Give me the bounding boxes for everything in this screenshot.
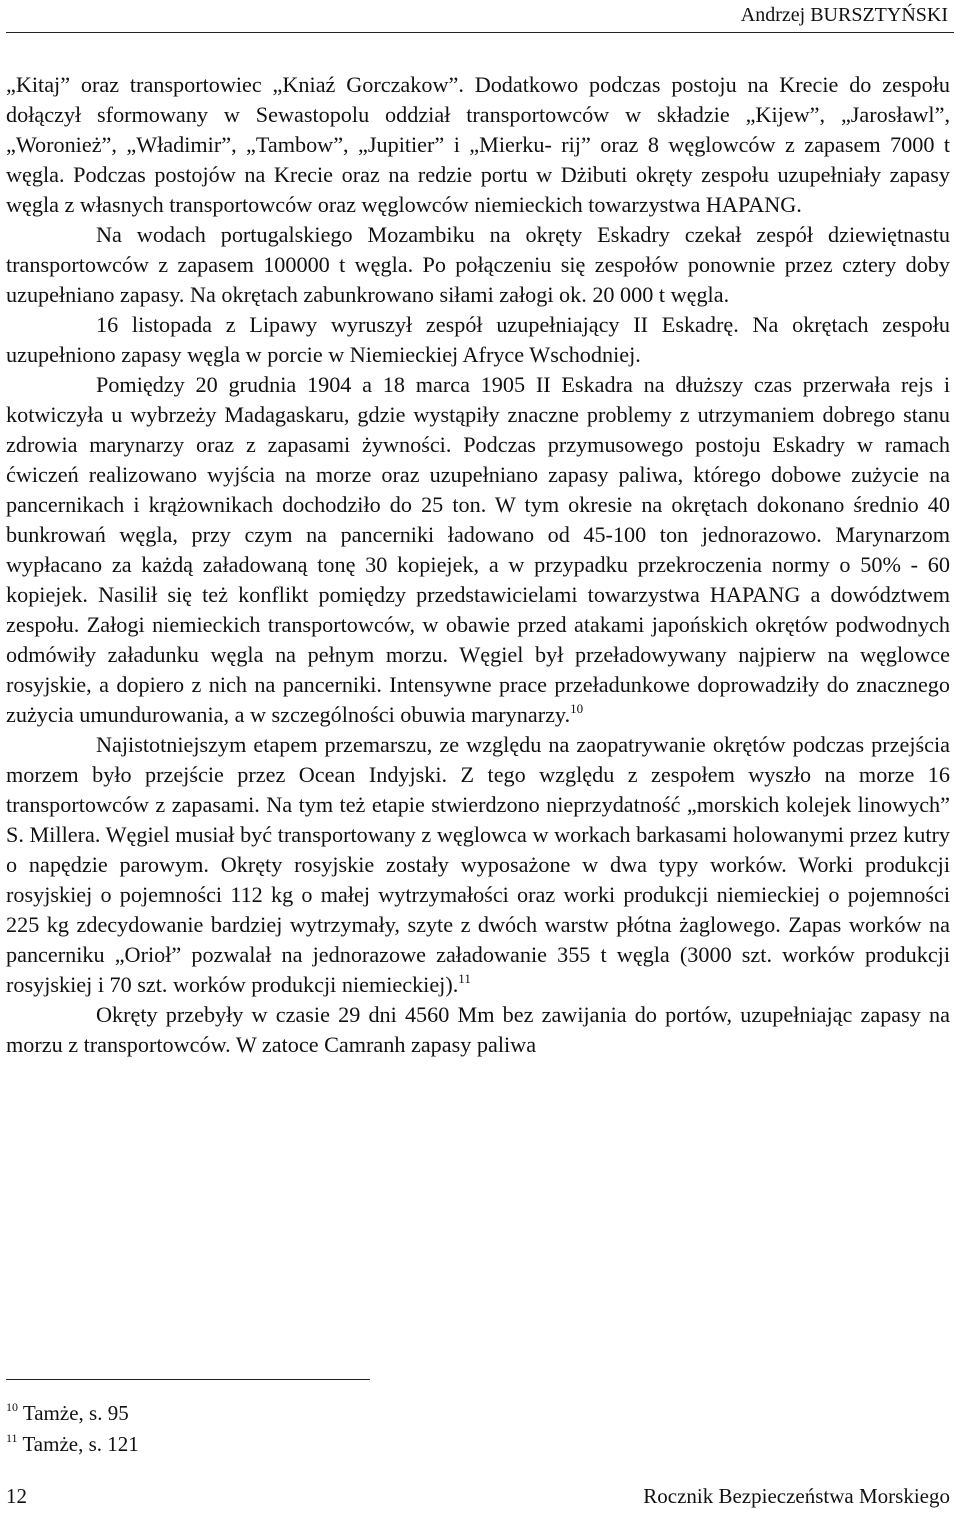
footnote-number: 11 [6,1431,18,1445]
paragraph-text: Na wodach portugalskiego Mozambiku na okręty Eskadry czekał zespół dziewiętnastu transportowców z zapasem 100000 t węgla. Po połączeniu się zespołów ponownie przez cztery doby uzupełniano zapasy. Na okrętach zabunkrowano siłami załogi ok. 20 000 t węgla. [6,222,950,307]
footnote-reference[interactable]: 10 [570,701,584,716]
footnote-reference[interactable]: 11 [458,971,471,986]
footnote-item [6,1429,139,1460]
footnotes [6,1398,139,1460]
running-header-author: Andrzej BURSZTYŃSKI [740,4,948,26]
paragraph [6,370,950,730]
paragraph-text: 16 listopada z Lipawy wyruszył zespół uzupełniający II Eskadrę. Na okrętach zespołu uzupełniono zapasy węgla w porcie w Niemieckiej Afryce Wschodniej. [6,312,950,367]
paragraph [6,220,950,310]
footnote-item [6,1398,139,1429]
paragraph [6,70,950,220]
paragraph [6,310,950,370]
page-number: 12 [6,1484,27,1508]
paragraph-text: Pomiędzy 20 grudnia 1904 a 18 marca 1905 II Eskadra na dłuższy czas przerwała rejs i kotwiczyła u wybrzeży Madagaskaru, gdzie wystąpiły znaczne problemy z utrzymaniem dobrego stanu zdrowia marynarzy oraz z zapasami żywności. Podczas przymusowego postoju Eskadry w ramach ćwiczeń realizowano wyjścia na morze oraz uzupełniano zapasy paliwa, którego dobowe zużycie na pancernikach i krążownikach dochodziło do 25 ton. W tym okresie na okrętach dokonano średnio 40 bunkrowań węgla, przy czym na pancerniki ładowano od 45-100 ton jednorazowo. Marynarzom wypłacano za każdą załadowaną tonę 30 kopiejek, a w przypadku przekroczenia normy o 50% - 60 kopiejek. Nasilił się też konflikt pomiędzy przedstawicielami towarzystwa HAPANG a dowództwem zespołu. Załogi niemieckich transportowców, w obawie przed atakami japońskich okrętów podwodnych odmówiły załadunku węgla na pełnym morzu. Węgiel był przeładowywany najpierw na węglowce rosyjskie, a dopiero z nich na pancerniki. Intensywne prace przeładunkowe doprowadziły do znacznego zużycia umundurowania, a w szczególności obuwia marynarzy. [6,372,950,727]
journal-title: Rocznik Bezpieczeństwa Morskiego [643,1484,950,1508]
page-footer [6,1484,950,1509]
footnote-number: 10 [6,1400,18,1414]
header-divider [6,32,954,33]
footnote-text: Tamże, s. 121 [22,1432,139,1456]
footnote-divider [6,1379,370,1380]
paragraph-text: „Kitaj” oraz transportowiec „Kniaź Gorczakow”. Dodatkowo podczas postoju na Krecie do zespołu dołączył sformowany w Sewastopolu oddział transportowców w składzie „Kijew”, „Jarosławl”, „Woronież”, „Władimir”, „Tambow”, „Jupitier” i „Mierku- rij” oraz 8 węglowców z zapasem 7000 t węgla. Podczas postojów na Krecie oraz na redzie portu w Dżibuti okręty zespołu uzupełniały zapasy węgla z własnych transportowców oraz węglowców niemieckich towarzystwa HAPANG. [6,72,950,217]
article-body [6,70,950,1060]
paragraph [6,1000,950,1060]
footnote-text: Tamże, s. 95 [22,1401,129,1425]
paragraph [6,730,950,1000]
paragraph-text: Najistotniejszym etapem przemarszu, ze względu na zaopatrywanie okrętów podczas przejścia morzem było przejście przez Ocean Indyjski. Z tego względu z zespołem wyszło na morze 16 transportowców z zapasami. Na tym też etapie stwierdzono nieprzydatność „morskich kolejek linowych” S. Millera. Węgiel musiał być transportowany z węglowca w workach barkasami holowanymi przez kutry o napędzie parowym. Okręty rosyjskie zostały wyposażone w dwa typy worków. Worki produkcji rosyjskiej o pojemności 112 kg o małej wytrzymałości oraz worki produkcji niemieckiej o pojemności 225 kg zdecydowanie bardziej wytrzymały, szyte z dwóch warstw płótna żaglowego. Zapas worków na pancerniku „Orioł” pozwalał na jednorazowe załadowanie 355 t węgla (3000 szt. worków produkcji rosyjskiej i 70 szt. worków produkcji niemieckiej). [6,732,950,997]
paragraph-text: Okręty przebyły w czasie 29 dni 4560 Mm bez zawijania do portów, uzupełniając zapasy na morzu z transportowców. W zatoce Camranh zapasy paliwa [6,1002,950,1057]
